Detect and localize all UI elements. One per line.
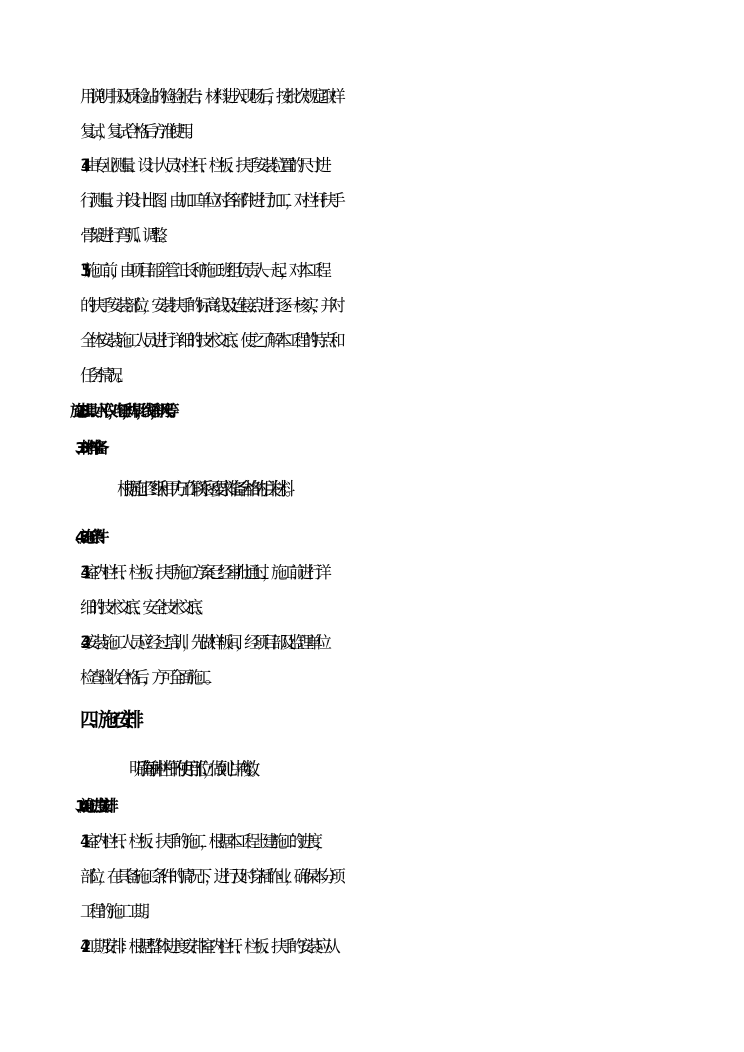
section-heading-4-1: 4.1、施工进度安排：: [80, 797, 113, 815]
section-heading-3-2: 3.2.施工机具：水平仪，电锤，焊机，线锤，钢尺等。: [80, 402, 174, 420]
paragraph-line: 4.1.1室内栏杆、栏板、扶手的施工，根据本工程土建施工的进度，: [80, 832, 325, 851]
paragraph-line: 3.1.4由专业测量、设计人员对栏杆、栏板、扶手安装位置的尺寸进: [80, 156, 325, 175]
paragraph-line: 3.1.5施工前，由项目部主管工长和施工班组负责人一起，对本工程: [80, 261, 325, 280]
paragraph-line: 复试，复试合格后方准使用。: [80, 122, 196, 141]
paragraph-line: 骨架进行弯弧、调整。: [80, 226, 170, 245]
paragraph-line: 3.4.1室内栏杆、栏板、扶手施工方案已经审批通过，施工前进行详: [80, 563, 325, 582]
paragraph-line: 用说明书及质检站的检验报告；材料进入现场后，按批次规定取样: [80, 87, 339, 106]
paragraph-line: 工程的施工工期。: [80, 902, 152, 921]
paragraph-line: 任务情况。: [80, 366, 125, 385]
paragraph-line: 行测量、并设计出图。由加工单位对各部件进行加工，对栏杆扶手: [80, 191, 339, 210]
paragraph-line: 部位，在具备施工条件的情况下，进行及时穿插作业，确保本分项: [80, 867, 339, 886]
paragraph-line: 检查验收合格后，方可全面施工。: [80, 668, 214, 687]
paragraph-line: 3.4.2安装施工人员应经过培训，先做样板间，经项目部及监理单位: [80, 633, 325, 652]
paragraph-line-indented: 根据施工图纸和甲方工作联系函要求准备合格的相关材料。: [117, 480, 292, 500]
chapter-heading: 四、施工安排: [80, 709, 135, 731]
paragraph-line: 全体安装施工人员进行详细的技术交底。使之了解本工程的特点和: [80, 331, 339, 350]
paragraph-line: 4.1.2工期安排：根据整体进度安排室内栏杆、栏板、扶手的安装应从: [80, 937, 334, 956]
section-heading-3-4: 3.4、施工条件：: [80, 528, 104, 546]
paragraph-line: 的扶手安装部位，安装扶手的标高线及连接点进行逐一核实，并对: [80, 296, 339, 315]
paragraph-line: 细的技术交底、安全技术交底。: [80, 598, 205, 617]
section-heading-3-3: 3.3、材料准备：: [80, 439, 104, 457]
paragraph-line-indented: 明确每种栏杆的使用部位，做到心中有数。: [129, 760, 257, 780]
